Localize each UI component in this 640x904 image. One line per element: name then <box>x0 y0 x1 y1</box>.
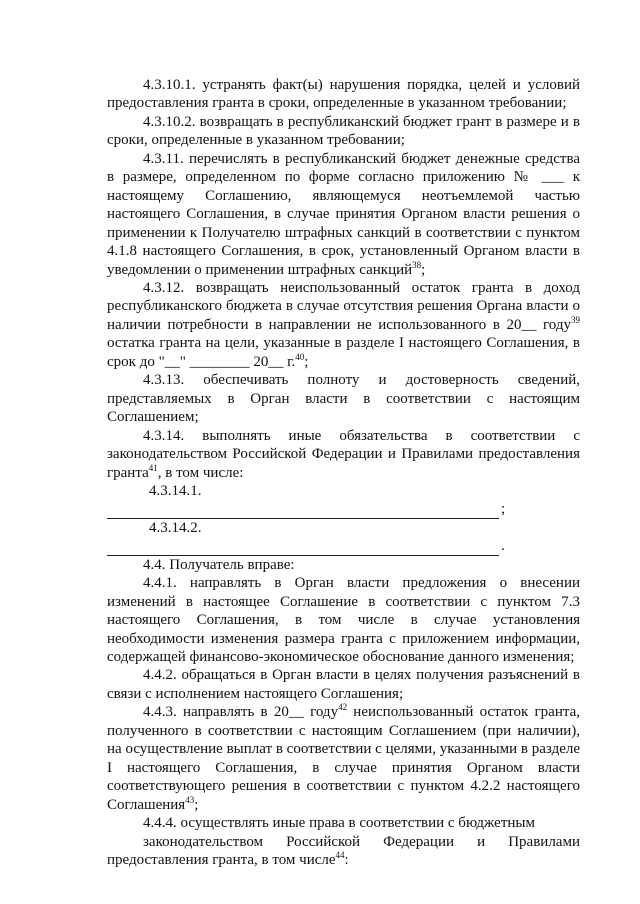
footnote-ref-43[interactable]: 43 <box>185 794 195 805</box>
line-end-punct: . <box>501 538 505 555</box>
underline-field <box>107 505 499 519</box>
footnote-ref-40[interactable]: 40 <box>295 351 305 362</box>
clause-4-4: 4.4. Получатель вправе: <box>143 556 295 573</box>
blank-fill-line-2 <box>107 537 580 555</box>
footnote-ref-42[interactable]: 42 <box>338 702 348 713</box>
clause-4-3-13: 4.3.13. обеспечивать полноту и достоверность сведений, представляемых в Орган власти в соответствии с настоящим Соглашением; <box>107 372 580 426</box>
clause-4-3-10-2: 4.3.10.2. возвращать в республиканский бюджет грант в размере и в сроки, определенные в указанном требовании; <box>107 113 580 149</box>
blank-fill-line-1 <box>107 500 580 518</box>
footnote-ref-38[interactable]: 38 <box>412 259 422 270</box>
clause-4-3-12: 4.3.12. возвращать неиспользованный остаток гранта в доход республиканского бюджета в случае отсутствия решения Органа власти о наличии потребности в направлении не использованного в 20__ году$^{39}$ остатка гранта на цели, указанные в разделе I настоящего Соглашения, в срок до "__" ________ 20__ г.$^{40}$; <box>107 279 580 370</box>
footnote-ref-44[interactable]: 44 <box>335 850 345 860</box>
footnote-ref-39[interactable]: 39 <box>571 314 580 325</box>
clause-4-4-4-end: предоставления гранта, в том числе$^{44}$: <box>107 850 349 868</box>
clause-4-3-11: 4.3.11. перечислять в республиканский бюджет денежные средства в размере, определенном по форме согласно приложению № ___ к настоящему Соглашению, являющемуся неотъемлемой частью настоящего Соглашения, в случае принятия Органом власти решения о применении к Получателю штрафных санкций в соответствии с пунктом 4.1.8 настоящего Соглашения, в срок, установленный Органом власти в уведомлении о применении штрафных санкций$^{38}$; <box>107 150 580 278</box>
clause-4-4-2: 4.4.2. обращаться в Орган власти в целях получения разъяснений в связи с исполнением настоящего Соглашения; <box>107 667 580 702</box>
clause-4-4-1: 4.4.1. направлять в Орган власти предложения о внесении изменений в настоящее Соглашение в соответствии с пунктом 7.3 настоящего Соглашения, в том числе в случае установления необходимости изменения размера гранта с приложением информации, содержащей финансово-экономическое обоснование данного изменения; <box>107 575 580 666</box>
clause-4-3-14: 4.3.14. выполнять иные обязательства в соответствии с законодательством Российской Федерации и Правилами предоставления гранта$^{41}$, в том числе: <box>107 427 580 481</box>
clause-4-3-10-1: 4.3.10.1. устранять факт(ы) нарушения порядка, целей и условий предоставления гранта в сроки, определенные в указанном требовании; <box>107 77 580 112</box>
clause-4-4-4: 4.4.4. осуществлять иные права в соответствии с бюджетным <box>143 815 535 832</box>
clause-4-4-4-continued: законодательством Российской Федерации и Правилами <box>143 833 580 850</box>
clause-4-3-14-1: 4.3.14.1. <box>149 482 202 499</box>
clause-4-4-3: 4.4.3. направлять в 20__ году$^{42}$ неиспользованный остаток гранта, полученного в соответствии с настоящим Соглашением (при наличии), на осуществление выплат в соответствии с целями, указанными в разделе I настоящего Соглашения, в случае принятия Органом власти соответствующего решения в соответствии с пунктом 4.2.2 настоящего Соглашения$^{43}$; <box>107 702 581 813</box>
footnote-ref-41[interactable]: 41 <box>148 462 158 473</box>
clause-4-3-14-2: 4.3.14.2. <box>149 519 202 536</box>
line-end-punct: ; <box>501 501 506 518</box>
document-body <box>107 76 580 869</box>
underline-field <box>107 542 499 556</box>
